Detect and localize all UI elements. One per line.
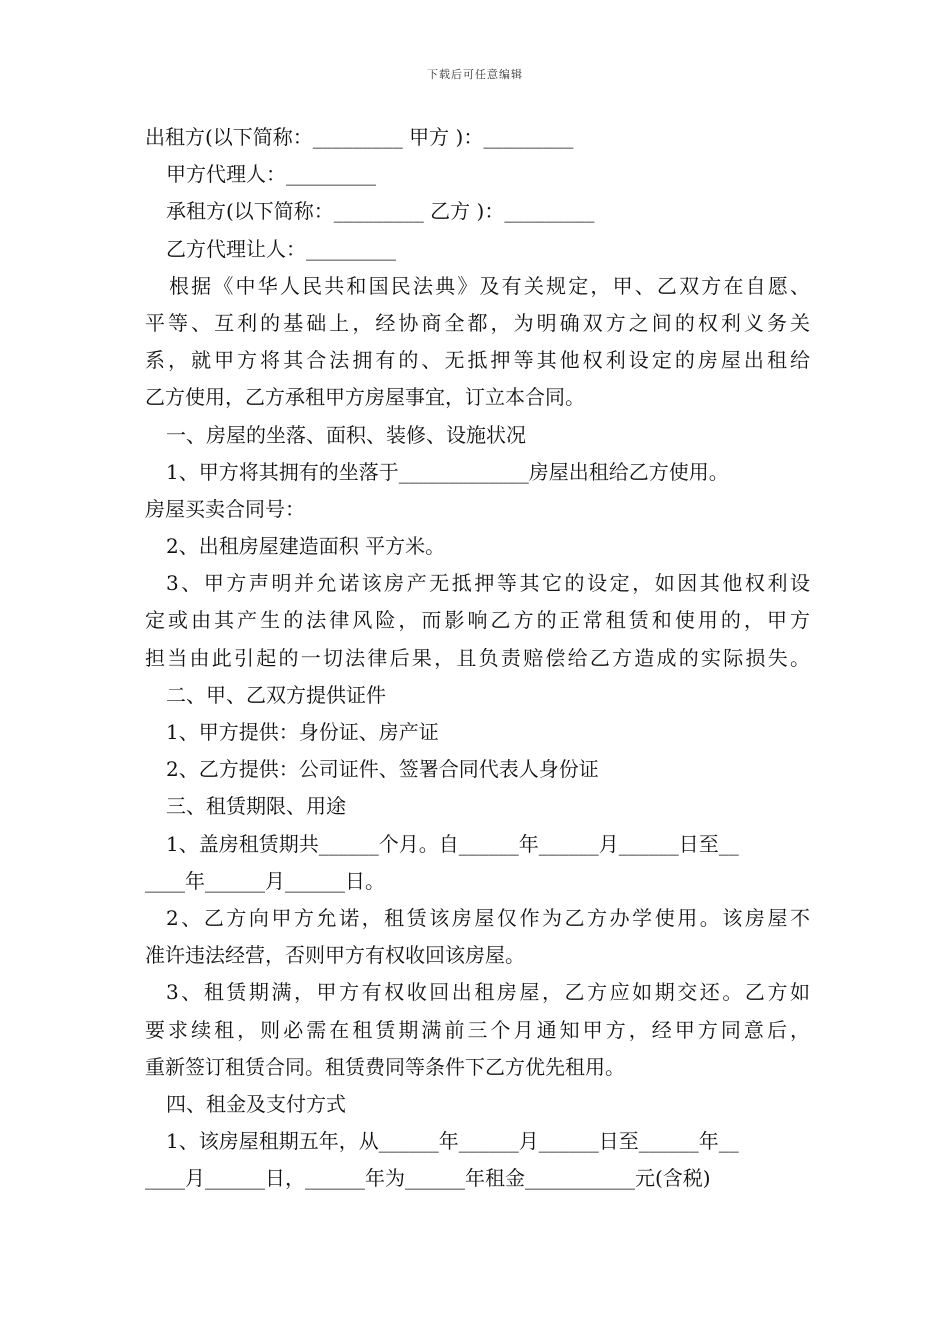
clause-4-1-line-2: ____月______日，______年为______年租金___________元(含税) [145, 1166, 711, 1191]
lessor-agent-line: 甲方代理人：_________ [166, 162, 376, 187]
preamble-line-2: 平等、互利的基础上，经协商全都，为明确双方之间的权利义务关 [145, 310, 810, 335]
clause-2-1: 1、甲方提供：身份证、房产证 [166, 720, 439, 744]
preamble-line-1: 根据《中华人民共和国民法典》及有关规定，甲、乙双方在自愿、 [169, 273, 810, 298]
clause-1-2: 2、出租房屋建造面积 平方米。 [166, 534, 446, 559]
lessee-agent-line: 乙方代理让人：_________ [166, 236, 396, 261]
preamble-line-3: 系，就甲方将其合法拥有的、无抵押等其他权利设定的房屋出租给 [145, 348, 810, 373]
clause-3-3-line-1: 3、租赁期满，甲方有权收回出租房屋，乙方应如期交还。乙方如 [166, 980, 810, 1005]
clause-3-1-line-2: ____年______月______日。 [145, 868, 385, 893]
lessee-line: 承租方(以下简称：_________ 乙方 )：_________ [166, 199, 595, 224]
clause-2-2: 2、乙方提供：公司证件、签署合同代表人身份证 [166, 757, 599, 782]
clause-3-3-line-2: 要求续租，则必需在租赁期满前三个月通知甲方，经甲方同意后， [145, 1017, 810, 1042]
header-note: 下载后可任意编辑 [427, 68, 523, 81]
clause-4-1-line-1: 1、该房屋租期五年，从______年______月______日至______年__ [166, 1129, 739, 1154]
clause-1-3-line-3: 担当由此引起的一切法律后果，且负责赔偿给乙方造成的实际损失。 [145, 645, 810, 670]
clause-1-3-line-1: 3、甲方声明并允诺该房产无抵押等其它的设定，如因其他权利设 [166, 571, 810, 596]
clause-3-1-line-1: 1、盖房租赁期共______个月。自______年______月______日至__ [166, 831, 739, 856]
clause-1-3-line-2: 定或由其产生的法律风险，而影响乙方的正常租赁和使用的，甲方 [145, 608, 810, 633]
clause-1-1-line-2: 房屋买卖合同号： [145, 496, 305, 521]
clause-3-3-line-3: 重新签订租赁合同。租赁费同等条件下乙方优先租用。 [145, 1054, 625, 1079]
lessor-line: 出租方(以下简称：_________ 甲方 )：_________ [145, 125, 574, 149]
section-4-heading: 四、租金及支付方式 [166, 1091, 346, 1116]
contract-body [145, 119, 810, 1197]
section-1-heading: 一、房屋的坐落、面积、装修、设施状况 [166, 422, 526, 447]
clause-1-1-line-1: 1、甲方将其拥有的坐落于_____________房屋出租给乙方使用。 [166, 459, 729, 484]
section-3-heading: 三、租赁期限、用途 [166, 794, 346, 819]
clause-3-2-line-2: 准许违法经营，否则甲方有权收回该房屋。 [145, 943, 525, 968]
preamble-line-4: 乙方使用，乙方承租甲方房屋事宜，订立本合同。 [145, 385, 585, 410]
section-2-heading: 二、甲、乙双方提供证件 [166, 682, 386, 707]
clause-3-2-line-1: 2、乙方向甲方允诺，租赁该房屋仅作为乙方办学使用。该房屋不 [166, 905, 810, 930]
